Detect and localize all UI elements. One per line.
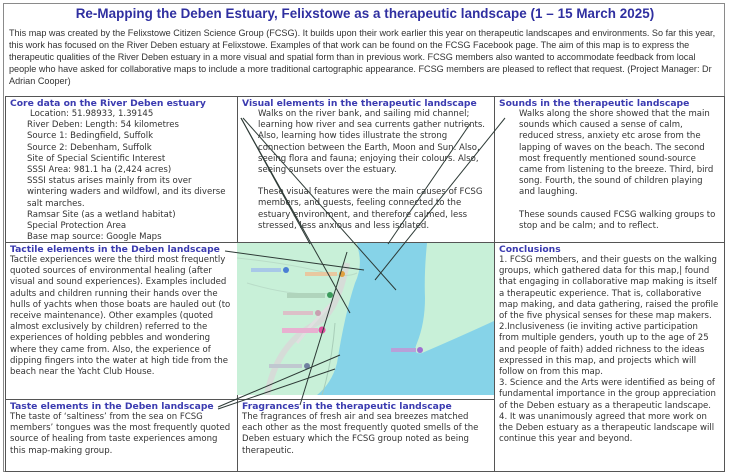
taste-heading: Taste elements in the Deben landscape (10, 401, 214, 412)
core-location: Location: 51.98933, 1.39145 (30, 109, 154, 119)
visual-panel (237, 96, 495, 243)
fragrances-text: The fragrances of fresh air and sea breezes matched each other as the most frequently quoted smells of the Deben estuary which the FCSG group noted as being therapeutic. (242, 412, 479, 456)
core-source-2: Source 2: Debenham, Suffolk (27, 142, 152, 153)
core-spa: Special Protection Area (27, 221, 127, 232)
fragrances-heading: Fragrances in the therapeutic landscape (242, 401, 452, 412)
tactile-text: Tactile experiences were the third most frequently quoted sources of environmental healing (after visual and sound experiences). Examples included adults and children running their hands over the hulls of yachts when those boats are hauled out (to receive maintenance). Other examples (quoted almost exclusively by children) referred to the experiences of holding pebbles and wondering where they came from. Also, the experience of dipping fingers into the water at high tide from the beach near the Yacht Club House. (10, 255, 231, 378)
sounds-text-1: Walks along the shore showed that the main sounds which caused a sense of calm, reduced stress, anxiety etc arose from the lapping of waves on the beach. The second most frequently mentioned sound-source came from listening to the breeze. Third, bird song. Fourth, the sound of children playing and laughing. (519, 109, 714, 198)
core-source-1: Source 1: Bedingfield, Suffolk (27, 131, 154, 142)
core-data-list (10, 109, 227, 243)
core-data-panel (5, 96, 238, 243)
core-data-heading: Core data on the River Deben estuary (10, 98, 206, 109)
taste-text: The taste of ‘saltiness’ from the sea on FCSG members’ tongues was the most frequently quoted source of healing from taste experiences among this map-making group. (10, 412, 231, 456)
core-ramsar: Ramsar Site (as a wetland habitat) (27, 209, 176, 220)
conclusion-4: 4. It was unanimously agreed that more work on the Deben estuary as a therapeutic landscape will continue this year and beyond. (499, 411, 715, 445)
tactile-panel (5, 242, 238, 400)
taste-panel (5, 399, 238, 472)
conclusion-1: 1. FCSG members, and their guests on the walking groups, which gathered data for this map,| found that engaging in collaborative map making is itself a therapeutic experience. That is, collaborative map making, and data gathering, raised the profile of the five physical senses for these map makers. (499, 255, 719, 322)
visual-text-1: Walks on the river bank, and sailing mid channel; learning how river and sea currents gather nutrients. Also, learning how tides illustrate the strong connection between the Earth, Moon and Sun. Also, seeing flora and fauna; enjoying their colours. Also, seeing sunsets over the estuary. (258, 109, 486, 176)
fragrances-panel (237, 399, 495, 472)
conclusions-heading: Conclusions (499, 244, 561, 255)
core-sssi-area: SSSI Area: 981.1 ha (2,424 acres) (27, 165, 172, 176)
conclusion-2: 2.Inclusiveness (ie inviting active participation from multiple genders, youth up to the age of 25 and people of faith) added richness to the ideas expressed in this map, and projects which will follow on from this map. (499, 322, 709, 378)
core-sssi: Site of Special Scientific Interest (27, 153, 166, 164)
conclusions-panel (494, 242, 725, 472)
visual-heading: Visual elements in the therapeutic landscape (242, 98, 477, 109)
sounds-panel (494, 96, 725, 243)
tactile-heading: Tactile elements in the Deben landscape (10, 244, 220, 255)
sounds-heading: Sounds in the therapeutic landscape (499, 98, 690, 109)
sounds-text-2: These sounds caused FCSG walking groups to stop and be calm; and to reflect. (519, 209, 716, 231)
page-title: Re-Mapping the Deben Estuary, Felixstowe as a therapeutic landscape (1 – 15 March 2025) (75, 6, 655, 21)
core-length: River Deben: Length: 54 kilometres (27, 120, 179, 131)
visual-text-2: These visual features were the main causes of FCSG members, and guests, feeling connected to the estuary environment, and therefore calmed, less stressed, less anxious and less isolated. (258, 187, 483, 231)
core-basemap: Base map source: Google Maps (27, 232, 162, 243)
conclusion-3: 3. Science and the Arts were identified as being of fundamental importance in the group appreciation of the Deben estuary as a therapeutic landscape. (499, 378, 716, 411)
intro-paragraph: This map was created by the Felixstowe Citizen Science Group (FCSG). It builds upon their work earlier this year on therapeutic landscapes and environments. So far this year, this work has focused on the River Deben estuary at Felixstowe. Examples of that work can be found on the FCSG Facebook page. The aim of this map is to express the therapeutic qualities of the River Deben estuary in a more visual and spatial form than in previous work. FCSG members also wanted to accommodate feedback from local people who have asked for collaborative maps to include a more traditional cartographic appearance. FCSG members are pleased to reflect that request. (Project Manager: Dr Adrian Cooper) (9, 28, 716, 86)
core-sssi-status: SSSI status arises mainly from its over wintering waders and wildfowl, and its diverse salt marches. (27, 176, 226, 209)
map-graphic (237, 243, 494, 395)
estuary-map (237, 243, 494, 395)
